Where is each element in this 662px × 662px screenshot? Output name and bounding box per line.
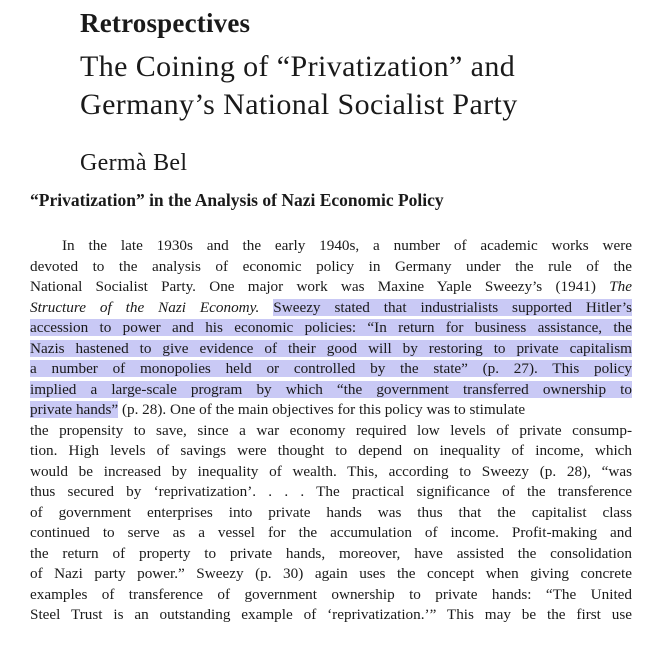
text-line[interactable] bbox=[30, 298, 632, 319]
text-line[interactable]: of Nazi party power.” Sweezy (p. 30) again uses the concept when giving concrete bbox=[30, 565, 632, 582]
author-name: Germà Bel bbox=[80, 150, 188, 176]
text-line[interactable] bbox=[30, 380, 632, 401]
article-title-line: Germany’s National Socialist Party bbox=[80, 88, 518, 121]
highlighted-text[interactable]: a number of monopolies held or controlled by the state” (p. 27). This policy bbox=[30, 360, 632, 377]
highlighted-text[interactable]: private hands” bbox=[30, 401, 119, 418]
highlighted-text[interactable]: Sweezy stated that industrialists supported Hitler’s bbox=[273, 298, 633, 316]
text-line[interactable] bbox=[30, 318, 632, 339]
text-line[interactable]: of government enterprises into private hands was thus that the capitalist class bbox=[30, 503, 632, 521]
text-line[interactable]: Steel Trust is an outstanding example of ‘reprivatization.’” This may be the first use bbox=[30, 606, 632, 623]
text-run: National Socialist Party. One major work was Maxine Yaple Sweezy’s (1941) bbox=[30, 278, 610, 295]
italic-text: The bbox=[609, 278, 632, 295]
text-line[interactable]: the return of property to private hands, moreover, have assisted the consolidation bbox=[30, 544, 632, 562]
italic-text: Structure of the Nazi Economy. bbox=[30, 298, 260, 316]
text-run: (p. 28). One of the main objectives for this policy was to stimulate bbox=[118, 401, 526, 418]
text-line[interactable]: continued to serve as a vessel for the accumulation of income. Profit-making and bbox=[30, 524, 632, 541]
highlighted-text[interactable]: Nazis hastened to give evidence of their good will by restoring to private capitalism bbox=[30, 339, 632, 357]
text-line[interactable]: In the late 1930s and the early 1940s, a number of academic works were bbox=[62, 237, 632, 254]
column-kicker: Retrospectives bbox=[80, 8, 251, 38]
text-line[interactable] bbox=[30, 359, 632, 380]
text-line[interactable] bbox=[30, 277, 632, 298]
text-line[interactable] bbox=[30, 400, 632, 421]
article-title bbox=[80, 48, 518, 124]
highlighted-text[interactable]: implied a large-scale program by which “the government transferred ownership to bbox=[30, 380, 632, 398]
section-heading: “Privatization” in the Analysis of Nazi Economic Policy bbox=[30, 190, 444, 210]
body-text bbox=[30, 236, 632, 626]
text-line[interactable]: would be increased by inequality of wealth. This, according to Sweezy (p. 28), “was bbox=[30, 462, 632, 480]
text-line[interactable]: examples of transference of government ownership to private hands: “The United bbox=[30, 585, 632, 603]
text-run bbox=[259, 299, 273, 316]
text-line[interactable]: tion. High levels of savings were thought to depend on inequality of income, which bbox=[30, 442, 632, 459]
text-line[interactable]: thus secured by ‘reprivatization’. . . . The practical significance of the transference bbox=[30, 483, 632, 500]
text-line[interactable] bbox=[30, 339, 632, 360]
article-title-line: The Coining of “Privatization” and bbox=[80, 50, 516, 83]
text-line[interactable]: the propensity to save, since a war economy required low levels of private consump- bbox=[30, 421, 632, 439]
text-line[interactable]: devoted to the analysis of economic policy in Germany under the rule of the bbox=[30, 257, 632, 275]
highlighted-text[interactable]: accession to power and his economic policies: “In return for business assistance, the bbox=[30, 319, 632, 336]
